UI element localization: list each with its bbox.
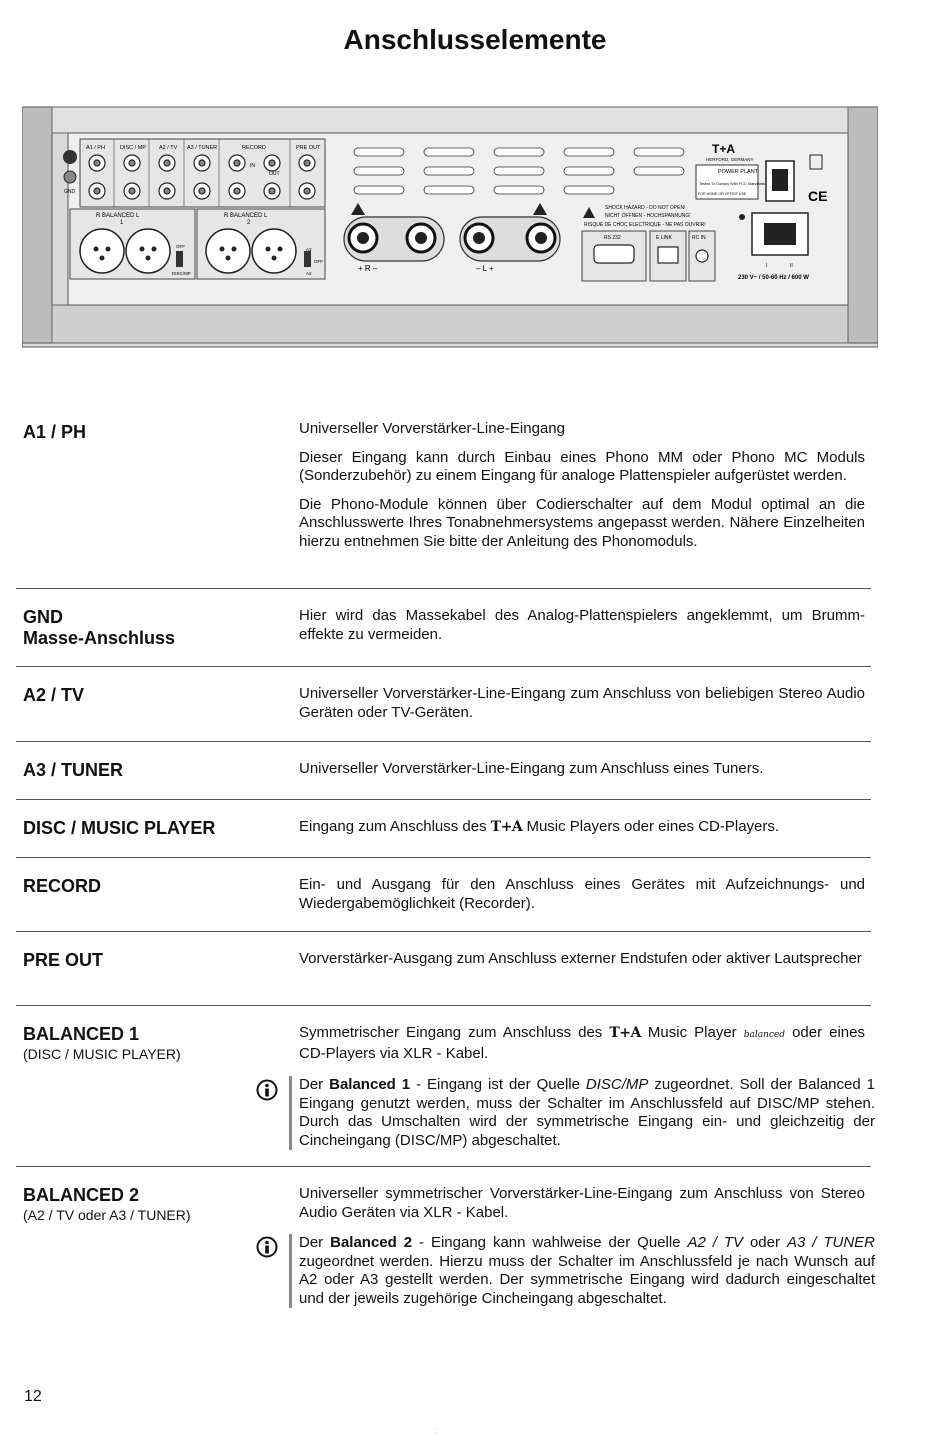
xlr-jack [80,229,124,273]
balanced2-switch [304,251,311,267]
desc-a1-ph [299,420,865,562]
footer-mark: : [435,1426,438,1435]
desc-a1-p1: Universeller Vorverstärker-Line-Eingang [299,420,565,437]
section-record [16,858,871,932]
record-in-label: IN [250,163,255,169]
term-disc: DISC / MUSIC PLAYER [23,818,216,838]
term-a3-tuner: A3 / TUNER [23,760,124,780]
panel-warning-2: NICHT ÖFFNEN - HOCHSPANNUNG! [605,213,691,219]
xlr-jack [252,229,296,273]
switch2-mid-label: OFF [314,259,323,264]
term-a1-ph: A1 / PH [23,422,87,442]
section-a1-ph [16,410,871,589]
desc-a1-p2: Dieser Eingang kann durch Einbau eines Phono MM oder Phono MC Moduls (Sonderzubehör) zu einem Eingang für analoge Plattenspieler aufgerüstet werden. [299,448,865,485]
xlr-jack [206,229,250,273]
elink-label: E LINK [656,235,672,241]
panel-warning-3: RISQUE DE CHOC ELECTRIQUE - NE PAS OUVRIR! [584,222,706,228]
gnd-label: GND [64,189,76,195]
mains-ii-label: II [790,263,793,269]
rca-label-preout: PRE OUT [296,145,321,151]
balanced2-label: R BALANCED L [224,213,268,219]
desc-a1-p3: Die Phono-Module können über Codierschalter auf dem Modul optimal an die Anschlusswerte Ihres Tonabnehmersystems angepasst werden. Nähere Einzelheiten hierzu entnehmen Sie bitte der Anleitung des Phonomoduls. [299,495,865,550]
panel-made-in: HERFORD, GERMANY [706,157,754,162]
page-number: 12 [24,1388,42,1405]
desc-a3-p1: Universeller Vorverstärker-Line-Eingang zum Anschluss eines Tuners. [299,760,764,777]
balanced1-label: R BALANCED L [96,213,140,219]
rear-panel-illustration [22,105,878,348]
section-a2-tv [16,667,871,742]
brand-logo: T+A [490,819,523,835]
term-pre-out: PRE OUT [23,950,104,970]
section-gnd [16,589,871,667]
panel-fcc-text: Tested To Comply With FCC Standards [699,182,765,186]
term-gnd-line1: GND [23,607,63,627]
section-a3-tuner [16,742,871,800]
page-title: Anschlusselemente [343,24,607,55]
balanced1-switch [176,251,183,267]
panel-brand-logo: T+A [712,142,736,156]
desc-disc-p1: Eingang zum Anschluss des T+A Music Players oder eines CD-Players. [299,818,780,835]
desc-a2-p1: Universeller Vorverstärker-Line-Eingang zum Anschluss von beliebigen Stereo Audio Geräten oder TV-Geräten. [299,685,865,721]
speaker-l-label: – L + [476,264,494,273]
term-balanced-2: BALANCED 2 (A2 / TV oder A3 / TUNER) [23,1185,191,1223]
panel-for-home: FOR HOME OR OFFICE USE [698,192,747,196]
power-led [739,214,745,220]
panel-warning-1: SHOCK HAZARD - DO NOT OPEN! [605,205,686,211]
rs232-port [594,245,634,263]
rs232-label: RS 232 [604,235,621,241]
desc-bal2-p1: Universeller symmetrischer Vorverstärker-Line-Eingang zum Anschluss von Stereo Audio Geräten via XLR - Kabel. [299,1185,865,1221]
term-balanced-1: BALANCED 1 (DISC / MUSIC PLAYER) [23,1024,181,1062]
term-balanced-2-sub: (A2 / TV oder A3 / TUNER) [23,1207,191,1223]
term-gnd [23,607,175,649]
speaker-r-label: + R – [358,264,378,273]
rca-label-a3: A3 / TUNER [187,145,218,151]
rca-label-record: RECORD [242,145,266,151]
switch1-top-label: OFF [176,244,185,249]
rcin-label: RC IN [692,235,706,241]
desc-record-p1: Ein- und Ausgang für den Anschluss eines Gerätes mit Aufzeichnungs- und Wiedergabemöglichkeit (Recorder). [299,876,865,912]
balanced-script-word: balanced [743,1030,786,1040]
ce-mark: CE [808,188,828,204]
section-pre-out [16,932,871,1006]
gnd-terminal [64,171,76,183]
elink-port [658,247,678,263]
gnd-symbol [63,150,77,164]
term-gnd-line2: Masse-Anschluss [23,628,176,648]
mains-i-label: I [766,263,768,269]
note-balanced-1: Der Balanced 1 - Eingang ist der Quelle DISC/MP zugeordnet. Soll der Balanced 1 Eingang genutzt werden, muss der Schalter im Anschlussfeld auf DISC/MP stehen. Durch das Umschalten wird der symmetrische Eingang ein- und gleichzeitig der Cincheingang (DISC/MP) abgeschaltet. [289,1076,875,1150]
balanced1-number: 1 [120,220,124,226]
switch1-bottom-label: DISC/MP [172,271,191,276]
rca-label-a2: A2 / TV [159,145,178,151]
note-balanced-2: Der Balanced 2 - Eingang kann wahlweise der Quelle A2 / TV oder A3 / TUNER zugeordnet werden. Hierzu muss der Schalter im Anschlussfeld je nach Wunsch auf A2 oder A3 gestellt werden. Der symmetrische Eingang wird dadurch eingeschaltet und der jeweils zugehörige Cincheingang abgeschaltet. [289,1234,875,1308]
rcin-jack [696,250,708,262]
rca-label-a1: A1 / PH [86,145,105,151]
switch2-bottom-label: A2 [306,271,312,276]
mains-rating: 230 V~ / 50-60 Hz / 600 W [738,275,809,281]
section-balanced-1 [16,1006,875,1167]
section-balanced-2 [16,1167,875,1317]
panel-power-plant: POWER PLANT [718,169,759,175]
desc-gnd-p1: Hier wird das Massekabel des Analog-Plattenspielers angeklemmt, um Brumm-effekte zu vermeiden. [299,607,865,643]
desc-preout-p1: Vorverstärker-Ausgang zum Anschluss externer Endstufen oder aktiver Lautsprecher [299,950,862,967]
rca-label-disc: DISC / MP [120,145,146,151]
section-disc [16,800,871,858]
xlr-jack [126,229,170,273]
switch2-top-label: A3 [306,247,312,252]
desc-bal1-p1: Symmetrischer Eingang zum Anschluss des T+A Music Player balanced oder eines CD-Players via XLR - Kabel. [299,1024,865,1062]
info-icon [256,1236,278,1258]
term-a2-tv: A2 / TV [23,685,85,705]
term-balanced-1-sub: (DISC / MUSIC PLAYER) [23,1046,181,1062]
term-record: RECORD [23,876,102,896]
record-out-label: OUT [269,171,280,177]
brand-logo: T+A [609,1025,641,1041]
info-icon [256,1079,278,1101]
balanced2-number: 2 [247,220,251,226]
